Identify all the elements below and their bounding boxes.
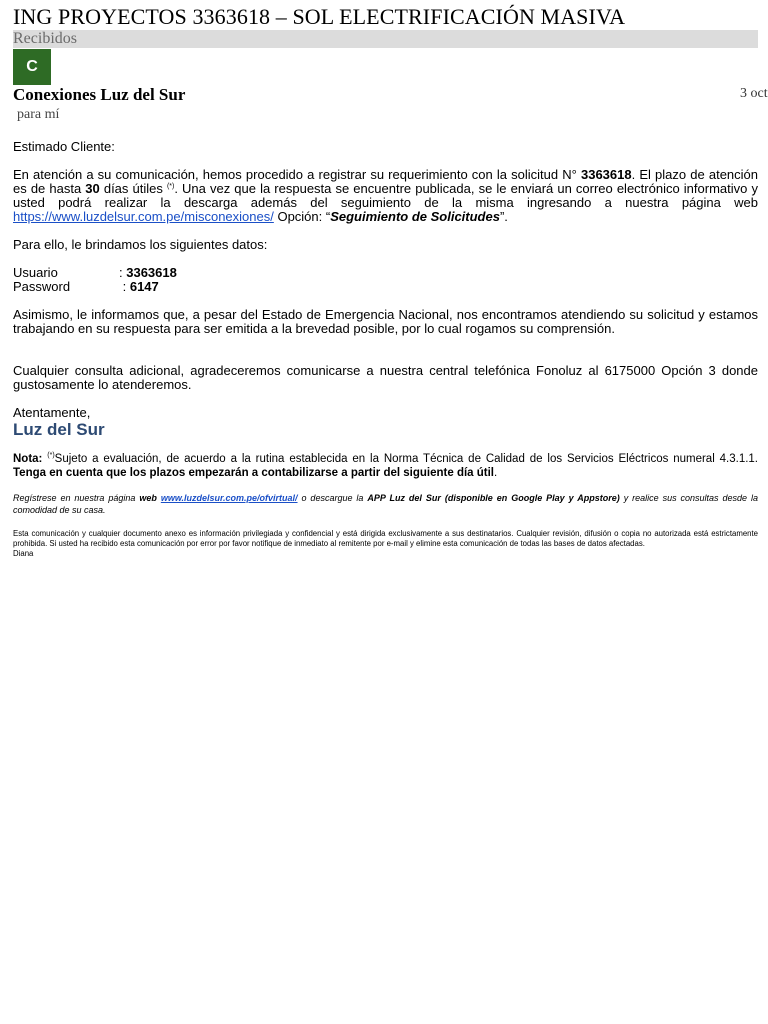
password-value: 6147 [129,279,159,294]
paragraph-request [13,168,758,224]
folder-label-bar[interactable] [13,30,758,48]
note-end: . [494,467,498,479]
footnote-marker: (*) [166,183,175,190]
password-label: Password [13,279,71,294]
credentials-block [13,266,758,294]
deadline-days: 30 [85,181,100,196]
greeting: Estimado Cliente: [13,139,115,154]
note-text: Sujeto a evaluación, de acuerdo a la rutina establecida en la Norma Técnica de Calidad de los Servicios Eléctricos numeral 4.3.1.1. [54,453,758,465]
signer-name: Diana [13,549,34,558]
paragraph-contact: Cualquier consulta adicional, agradeceremos comunicarse a nuestra central telefónica Fonoluz al 6175000 Opción 3 donde gustosamente lo atenderemos. [13,363,758,392]
disclaimer-block [13,529,758,559]
promo-block [13,492,758,516]
promo-text-c: o descargue la [301,493,364,503]
misconexiones-link[interactable]: https://www.luzdelsur.com.pe/misconexiones/ [13,209,274,224]
sender-name[interactable]: Conexiones Luz del Sur [13,85,186,104]
credential-row-user: Usuario : 3363618 [13,265,177,280]
promo-text-e: y realice sus consultas desde la comodidad de su casa. [13,493,758,515]
note-label: Nota: [13,453,43,465]
p1-text-b: . El plazo de atención es de hasta [13,167,758,196]
note-footnote-marker: (*) [47,452,55,459]
ofvirtual-link[interactable]: www.luzdelsur.com.pe/ofvirtual/ [160,493,298,503]
p1-text-f: ”. [499,209,508,224]
p1-text-e: Opción: “ [273,209,331,224]
paragraph-emergency: Asimismo, le informamos que, a pesar del Estado de Emergencia Nacional, nos encontramos atendiendo su solicitud y estamos trabajando en su respuesta para ser emitida a la brevedad posible, por lo cual rogamos su comprensión. [13,307,758,336]
folder-label[interactable]: Recibidos [13,30,77,47]
user-label: Usuario [13,265,58,280]
note-bold: Tenga en cuenta que los plazos empezarán a contabilizarse a partir del siguiente día útil [13,467,494,479]
email-date: 3 oct [740,86,768,101]
request-number: 3363618 [580,167,632,182]
recipient-label[interactable]: para mí [17,107,60,122]
note-block [13,452,758,480]
signature-brand: Luz del Sur [13,420,105,439]
email-subject: ING PROYECTOS 3363618 – SOL ELECTRIFICACIÓN MASIVA [13,4,626,29]
user-value: 3363618 [126,265,177,280]
p1-text-c: días útiles [103,181,163,196]
avatar-letter: C [26,58,38,75]
option-name: Seguimiento de Solicitudes [330,209,500,224]
promo-app: APP Luz del Sur (disponible en Google Play y Appstore) [367,493,620,503]
closing: Atentamente, [13,405,91,420]
credential-row-password: Password : 6147 [13,279,159,294]
promo-web: web [139,493,157,503]
data-intro: Para ello, le brindamos los siguientes datos: [13,237,268,252]
sender-avatar [13,49,51,85]
p1-text-d: . Una vez que la respuesta se encuentre publicada, se le enviará un correo electrónico informativo y usted podrá realizar la descarga además del seguimiento de la misma ingresando a nuestra página web [13,181,758,210]
p1-text-a: En atención a su comunicación, hemos procedido a registrar su requerimiento con la solicitud N° [13,167,577,182]
disclaimer-text: Esta comunicación y cualquier documento anexo es información privilegiada y confidencial y está dirigida exclusivamente a sus destinatarios. Cualquier revisión, difusión o copia no autorizada está estrictamente prohibida. Si usted ha recibido esta comunicación por error por favor notifique de inmediato al remitente por e-mail y elimine esta comunicación de todas las bases de datos afectadas. [13,529,758,548]
promo-text-a: Regístrese en nuestra página [13,493,136,503]
